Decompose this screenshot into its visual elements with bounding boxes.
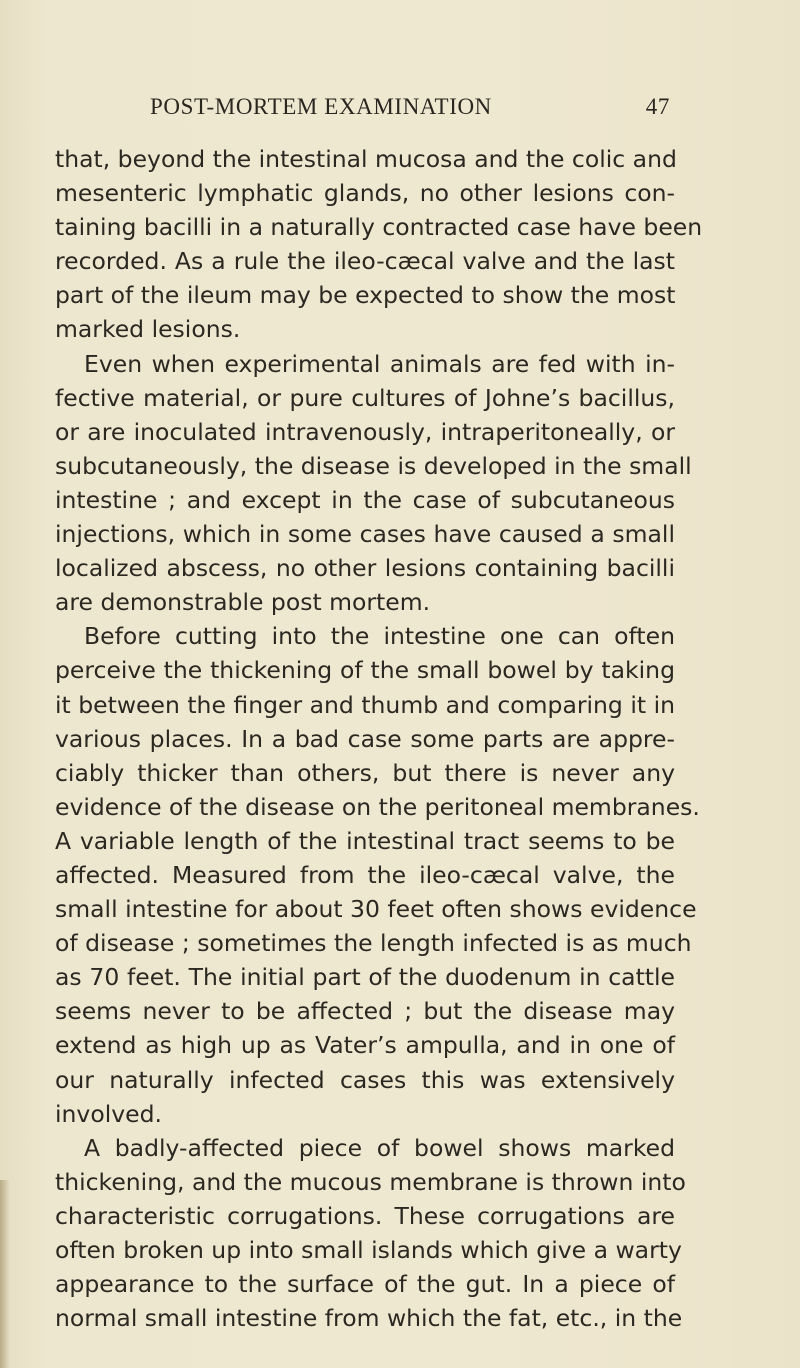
text-line: injections, which in some cases have caused a small xyxy=(55,520,675,549)
text-line: that, beyond the intestinal mucosa and the colic and xyxy=(55,145,677,173)
text-line: part of the ileum may be expected to show the most xyxy=(55,281,676,310)
text-line: localized abscess, no other lesions containing bacilli xyxy=(55,554,675,583)
text-line: A variable length of the intestinal tract seems to be xyxy=(55,826,675,855)
text-line: subcutaneously, the disease is developed in the small xyxy=(55,451,692,480)
text-line: it between the finger and thumb and comparing it in xyxy=(55,690,675,719)
text-line: seems never to be affected ; but the disease may xyxy=(55,997,675,1026)
text-line: perceive the thickening of the small bowel by taking xyxy=(55,656,675,685)
text-line: our naturally infected cases this was extensively xyxy=(55,1065,675,1094)
text-line: often broken up into small islands which give a warty xyxy=(55,1236,682,1264)
text-line: fective material, or pure cultures of Johne’s bacillus, xyxy=(55,383,675,412)
text-line: taining bacilli in a naturally contracted case have been xyxy=(55,213,703,242)
text-line: thickening, and the mucous membrane is thrown into xyxy=(55,1167,686,1196)
text-line: or are inoculated intravenously, intraperitoneally, or xyxy=(55,417,675,446)
text-line: Before cutting into the intestine one can often xyxy=(84,622,675,651)
page-number: 47 xyxy=(645,94,670,119)
paragraph xyxy=(55,142,703,347)
body-text xyxy=(55,142,703,1335)
text-line: as 70 feet. The initial part of the duodenum in cattle xyxy=(55,963,675,992)
text-line: various places. In a bad case some parts are appre- xyxy=(55,724,675,753)
text-line: Even when experimental animals are fed with in- xyxy=(84,349,675,378)
page-edge-shadow xyxy=(0,1180,10,1368)
text-line: characteristic corrugations. These corrugations are xyxy=(55,1201,675,1230)
text-line: evidence of the disease on the peritoneal membranes. xyxy=(55,792,700,821)
text-line: mesenteric lymphatic glands, no other lesions con- xyxy=(55,179,675,208)
text-line: are demonstrable post mortem. xyxy=(55,588,431,617)
paragraph xyxy=(55,619,700,1130)
text-line: recorded. As a rule the ileo-cæcal valve and the last xyxy=(55,247,675,276)
text-line: intestine ; and except in the case of subcutaneous xyxy=(55,485,675,514)
running-head xyxy=(150,92,670,122)
text-line: extend as high up as Vater’s ampulla, and in one of xyxy=(55,1031,675,1060)
paragraph xyxy=(55,347,692,620)
text-line: A badly-affected piece of bowel shows marked xyxy=(84,1133,675,1162)
text-line: of disease ; sometimes the length infected is as much xyxy=(55,929,692,958)
text-line: ciably thicker than others, but there is never any xyxy=(55,758,675,787)
text-line: small intestine for about 30 feet often shows evidence xyxy=(55,895,697,924)
text-line: affected. Measured from the ileo-cæcal valve, the xyxy=(55,860,675,889)
text-line: involved. xyxy=(55,1099,162,1128)
running-head-title: POST-MORTEM EXAMINATION xyxy=(150,94,492,119)
text-line: normal small intestine from which the fat, etc., in the xyxy=(55,1304,683,1333)
text-line: marked lesions. xyxy=(55,315,241,344)
text-line: appearance to the surface of the gut. In a piece of xyxy=(55,1270,675,1299)
paragraph xyxy=(55,1131,686,1336)
